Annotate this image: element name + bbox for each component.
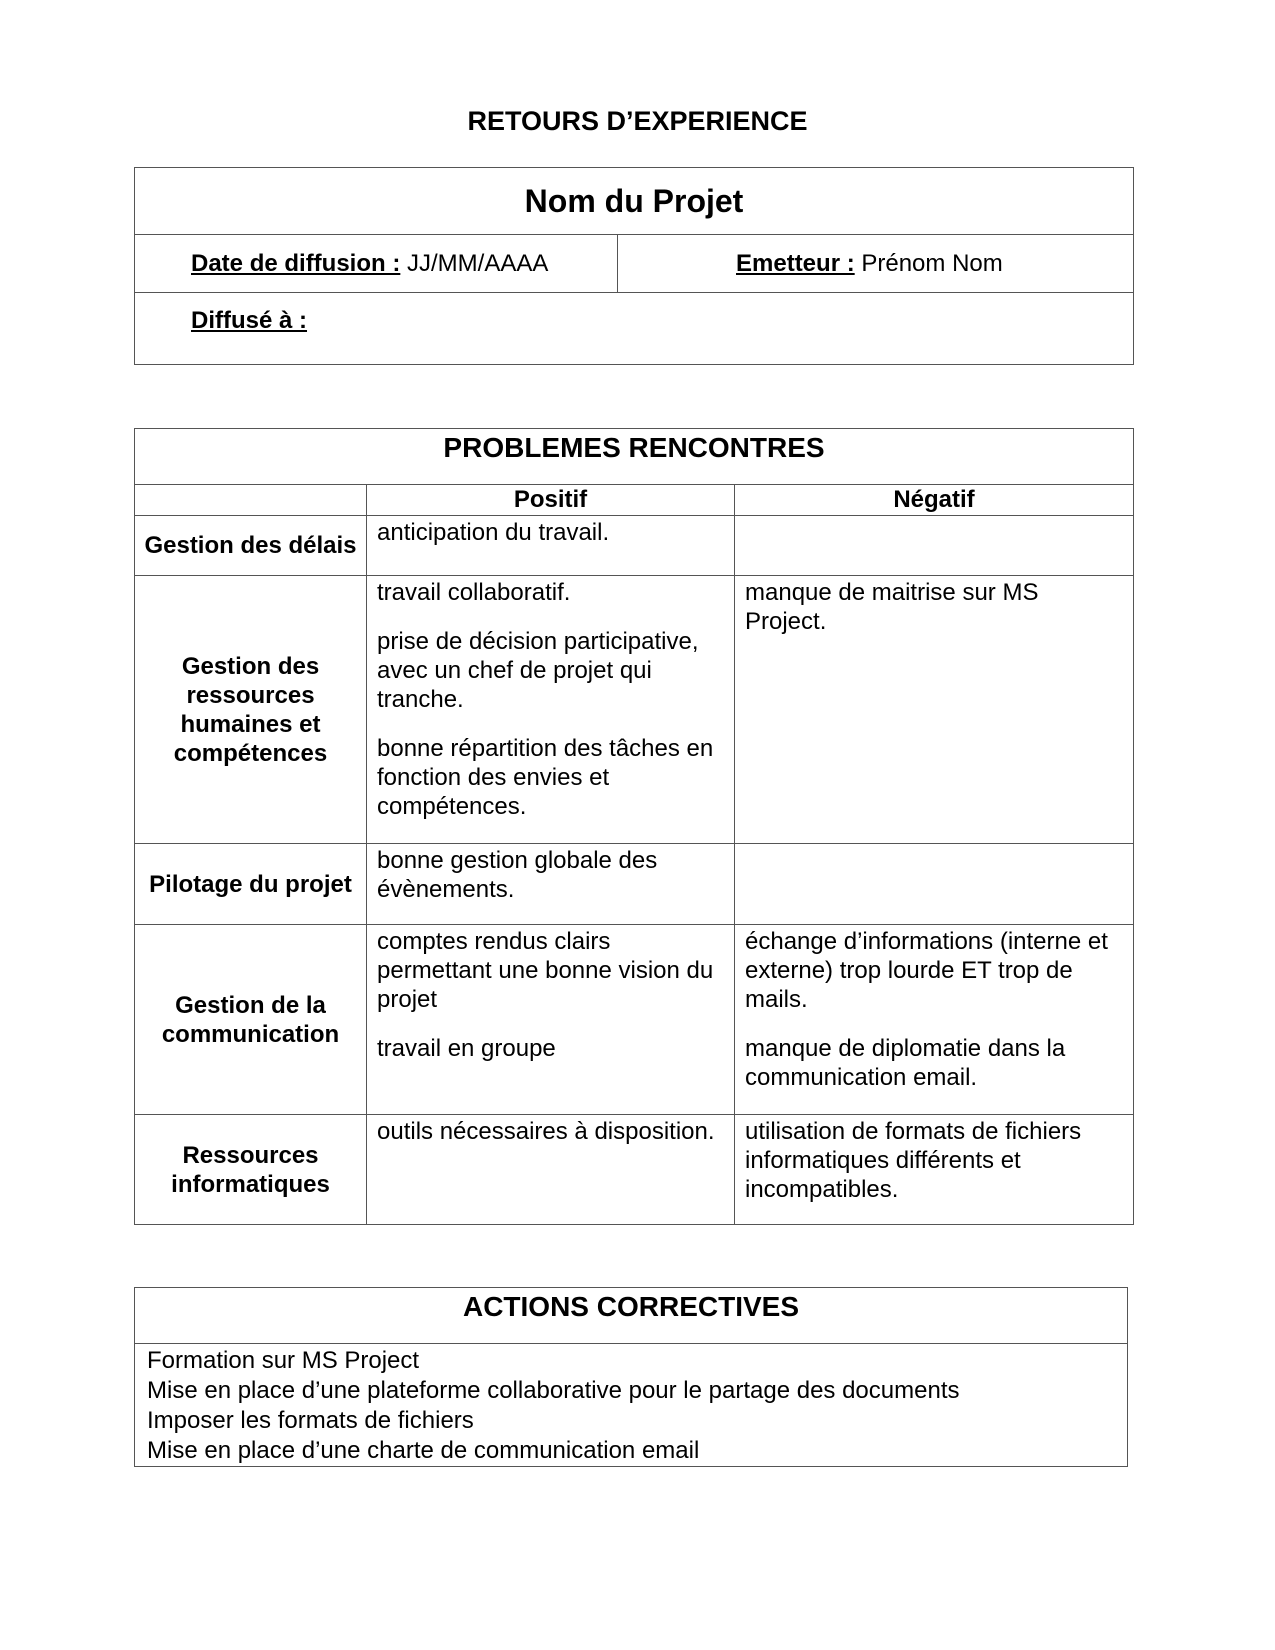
positive-item: travail en groupe bbox=[377, 1035, 556, 1062]
table-row bbox=[135, 1115, 1134, 1225]
positive-cell bbox=[367, 576, 735, 844]
project-info-table bbox=[134, 167, 1134, 365]
negative-column-header: Négatif bbox=[735, 485, 1134, 516]
positive-cell bbox=[367, 1115, 735, 1225]
positive-item: bonne gestion globale des évènements. bbox=[377, 847, 658, 903]
emitter-label: Emetteur : bbox=[736, 249, 855, 277]
positive-item: anticipation du travail. bbox=[377, 519, 610, 546]
problems-table bbox=[134, 428, 1134, 1225]
actions-heading: ACTIONS CORRECTIVES bbox=[135, 1288, 1128, 1344]
row-label: Ressources informatiques bbox=[135, 1115, 367, 1225]
negative-cell bbox=[735, 576, 1134, 844]
emitter-value: Prénom Nom bbox=[861, 249, 1003, 277]
negative-cell bbox=[735, 844, 1134, 925]
action-item: Imposer les formats de fichiers bbox=[147, 1407, 474, 1434]
negative-item: manque de diplomatie dans la communication email. bbox=[745, 1035, 1066, 1091]
action-item: Mise en place d’une plateforme collaborative pour le partage des documents bbox=[147, 1377, 960, 1404]
action-item: Mise en place d’une charte de communication email bbox=[147, 1437, 700, 1464]
negative-item: utilisation de formats de fichiers informatiques différents et incompatibles. bbox=[745, 1118, 1082, 1203]
positive-item: prise de décision participative, avec un chef de projet qui tranche. bbox=[377, 628, 699, 713]
diffused-to-cell bbox=[135, 293, 1134, 365]
table-row bbox=[135, 925, 1134, 1115]
diffused-to-label: Diffusé à : bbox=[191, 307, 308, 334]
diffusion-date-value: JJ/MM/AAAA bbox=[407, 249, 549, 277]
emitter-cell bbox=[618, 235, 1134, 293]
table-row bbox=[135, 516, 1134, 576]
actions-table bbox=[134, 1287, 1128, 1467]
project-name: Nom du Projet bbox=[135, 168, 1134, 235]
positive-item: bonne répartition des tâches en fonction des envies et compétences. bbox=[377, 735, 714, 820]
negative-item: échange d’informations (interne et externe) trop lourde ET trop de mails. bbox=[745, 928, 1108, 1013]
empty-header-cell bbox=[135, 485, 367, 516]
table-row bbox=[135, 844, 1134, 925]
action-item: Formation sur MS Project bbox=[147, 1347, 420, 1374]
row-label: Gestion des ressources humaines et compétences bbox=[135, 576, 367, 844]
negative-cell bbox=[735, 925, 1134, 1115]
problems-heading: PROBLEMES RENCONTRES bbox=[135, 429, 1134, 485]
document-title: RETOURS D’EXPERIENCE bbox=[467, 106, 808, 136]
positive-cell bbox=[367, 925, 735, 1115]
positive-item: outils nécessaires à disposition. bbox=[377, 1118, 715, 1145]
row-label: Gestion de la communication bbox=[135, 925, 367, 1115]
negative-item: manque de maitrise sur MS Project. bbox=[745, 579, 1039, 635]
row-label: Gestion des délais bbox=[135, 516, 367, 576]
positive-item: travail collaboratif. bbox=[377, 579, 571, 606]
row-label: Pilotage du projet bbox=[135, 844, 367, 925]
diffusion-date-cell bbox=[135, 235, 618, 293]
actions-list bbox=[135, 1344, 1128, 1467]
positive-cell bbox=[367, 516, 735, 576]
diffusion-date-label: Date de diffusion : bbox=[191, 249, 401, 277]
table-row bbox=[135, 576, 1134, 844]
positive-cell bbox=[367, 844, 735, 925]
negative-cell bbox=[735, 1115, 1134, 1225]
positive-item: comptes rendus clairs permettant une bonne vision du projet bbox=[377, 928, 714, 1013]
positive-column-header: Positif bbox=[367, 485, 735, 516]
negative-cell bbox=[735, 516, 1134, 576]
